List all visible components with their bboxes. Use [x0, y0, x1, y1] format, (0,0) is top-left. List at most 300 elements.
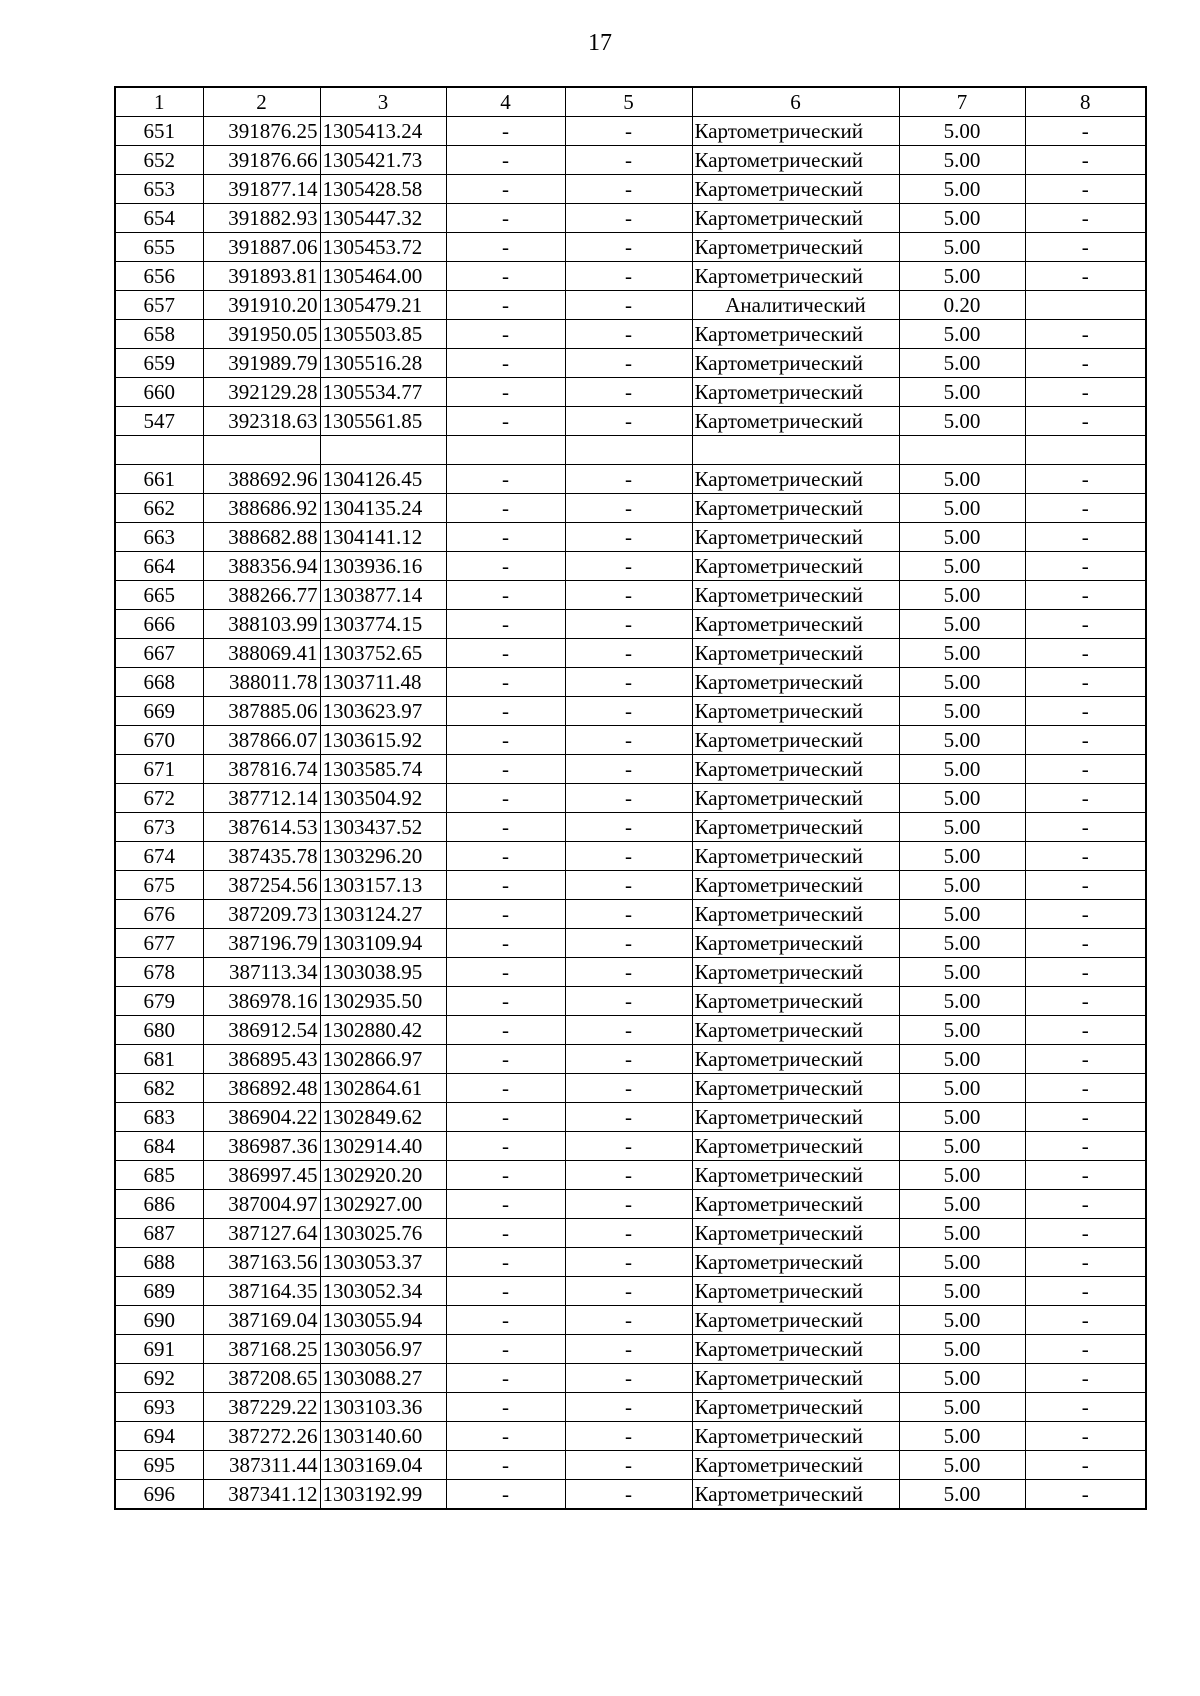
y-coordinate-cell: 1302866.97	[320, 1045, 446, 1074]
col5-cell: -	[565, 726, 692, 755]
y-coordinate-cell: 1304141.12	[320, 523, 446, 552]
col8-cell: -	[1025, 117, 1146, 146]
table-row	[115, 958, 1146, 987]
x-coordinate-cell: 388069.41	[203, 639, 320, 668]
y-coordinate-cell: 1303623.97	[320, 697, 446, 726]
col5-cell: -	[565, 1016, 692, 1045]
column-header: 3	[320, 87, 446, 117]
accuracy-cell: 5.00	[899, 1248, 1025, 1277]
y-coordinate-cell: 1305503.85	[320, 320, 446, 349]
point-number-cell: 653	[115, 175, 203, 204]
method-cell: Картометрический	[692, 233, 899, 262]
col4-cell: -	[446, 1335, 565, 1364]
col5-cell: -	[565, 320, 692, 349]
x-coordinate-cell: 387004.97	[203, 1190, 320, 1219]
table-row	[115, 697, 1146, 726]
col5-cell: -	[565, 1045, 692, 1074]
table-row	[115, 929, 1146, 958]
col4-cell: -	[446, 1016, 565, 1045]
method-cell: Картометрический	[692, 697, 899, 726]
col4-cell: -	[446, 1045, 565, 1074]
accuracy-cell: 5.00	[899, 378, 1025, 407]
col8-cell: -	[1025, 1132, 1146, 1161]
x-coordinate-cell: 388686.92	[203, 494, 320, 523]
table-row	[115, 581, 1146, 610]
col4-cell: -	[446, 1277, 565, 1306]
table-row	[115, 1393, 1146, 1422]
col8-cell: -	[1025, 900, 1146, 929]
x-coordinate-cell: 386997.45	[203, 1161, 320, 1190]
col4-cell: -	[446, 1364, 565, 1393]
col8-cell: -	[1025, 146, 1146, 175]
point-number-cell: 673	[115, 813, 203, 842]
method-cell: Картометрический	[692, 1335, 899, 1364]
x-coordinate-cell: 388356.94	[203, 552, 320, 581]
table-row	[115, 1335, 1146, 1364]
method-cell: Картометрический	[692, 900, 899, 929]
table-row	[115, 784, 1146, 813]
x-coordinate-cell: 391910.20	[203, 291, 320, 320]
col5-cell: -	[565, 523, 692, 552]
x-coordinate-cell: 391876.66	[203, 146, 320, 175]
col4-cell: -	[446, 204, 565, 233]
col5-cell: -	[565, 1248, 692, 1277]
y-coordinate-cell: 1305479.21	[320, 291, 446, 320]
x-coordinate-cell: 387229.22	[203, 1393, 320, 1422]
col5-cell: -	[565, 1277, 692, 1306]
x-coordinate-cell: 387169.04	[203, 1306, 320, 1335]
table-row	[115, 1277, 1146, 1306]
point-number-cell: 683	[115, 1103, 203, 1132]
point-number-cell: 667	[115, 639, 203, 668]
col8-cell: -	[1025, 407, 1146, 436]
x-coordinate-cell: 387127.64	[203, 1219, 320, 1248]
method-cell: Картометрический	[692, 1016, 899, 1045]
table-row	[115, 842, 1146, 871]
x-coordinate-cell: 391989.79	[203, 349, 320, 378]
x-coordinate-cell: 386912.54	[203, 1016, 320, 1045]
x-coordinate-cell: 386978.16	[203, 987, 320, 1016]
col8-cell: -	[1025, 262, 1146, 291]
method-cell: Картометрический	[692, 639, 899, 668]
col8-cell: -	[1025, 668, 1146, 697]
y-coordinate-cell: 1303615.92	[320, 726, 446, 755]
y-coordinate-cell: 1303504.92	[320, 784, 446, 813]
x-coordinate-cell: 391887.06	[203, 233, 320, 262]
y-coordinate-cell: 1302864.61	[320, 1074, 446, 1103]
point-number-cell: 687	[115, 1219, 203, 1248]
col5-cell: -	[565, 958, 692, 987]
accuracy-cell: 5.00	[899, 552, 1025, 581]
col5-cell: -	[565, 871, 692, 900]
col8-cell: -	[1025, 1016, 1146, 1045]
col8-cell: -	[1025, 523, 1146, 552]
col5-cell: -	[565, 494, 692, 523]
col8-cell: -	[1025, 175, 1146, 204]
col5-cell: -	[565, 1074, 692, 1103]
col8-cell: -	[1025, 1451, 1146, 1480]
method-cell: Картометрический	[692, 1219, 899, 1248]
col8-cell: -	[1025, 813, 1146, 842]
point-number-cell: 547	[115, 407, 203, 436]
accuracy-cell: 0.20	[899, 291, 1025, 320]
col8-cell: -	[1025, 1335, 1146, 1364]
x-coordinate-cell: 387435.78	[203, 842, 320, 871]
point-number-cell	[115, 436, 203, 465]
point-number-cell: 655	[115, 233, 203, 262]
y-coordinate-cell: 1302935.50	[320, 987, 446, 1016]
col5-cell: -	[565, 204, 692, 233]
accuracy-cell: 5.00	[899, 1103, 1025, 1132]
x-coordinate-cell: 386895.43	[203, 1045, 320, 1074]
y-coordinate-cell: 1303711.48	[320, 668, 446, 697]
accuracy-cell: 5.00	[899, 1161, 1025, 1190]
method-cell: Картометрический	[692, 1364, 899, 1393]
page-number: 17	[588, 30, 612, 56]
accuracy-cell: 5.00	[899, 1480, 1025, 1510]
point-number-cell: 658	[115, 320, 203, 349]
col4-cell: -	[446, 755, 565, 784]
col8-cell: -	[1025, 349, 1146, 378]
method-cell: Картометрический	[692, 175, 899, 204]
col5-cell: -	[565, 929, 692, 958]
table-row	[115, 726, 1146, 755]
col4-cell: -	[446, 987, 565, 1016]
x-coordinate-cell: 387164.35	[203, 1277, 320, 1306]
col8-cell: -	[1025, 1306, 1146, 1335]
col8-cell: -	[1025, 1045, 1146, 1074]
y-coordinate-cell: 1303052.34	[320, 1277, 446, 1306]
y-coordinate-cell: 1305561.85	[320, 407, 446, 436]
x-coordinate-cell: 386904.22	[203, 1103, 320, 1132]
col5-cell: -	[565, 1103, 692, 1132]
x-coordinate-cell: 388011.78	[203, 668, 320, 697]
y-coordinate-cell: 1305447.32	[320, 204, 446, 233]
col4-cell: -	[446, 784, 565, 813]
y-coordinate-cell: 1303140.60	[320, 1422, 446, 1451]
col5-cell: -	[565, 465, 692, 494]
y-coordinate-cell: 1303055.94	[320, 1306, 446, 1335]
table-body	[115, 117, 1146, 1510]
point-number-cell: 681	[115, 1045, 203, 1074]
col8-cell: -	[1025, 1103, 1146, 1132]
method-cell: Картометрический	[692, 958, 899, 987]
method-cell: Картометрический	[692, 262, 899, 291]
col5-cell: -	[565, 291, 692, 320]
table-row	[115, 1451, 1146, 1480]
accuracy-cell: 5.00	[899, 755, 1025, 784]
x-coordinate-cell: 388103.99	[203, 610, 320, 639]
accuracy-cell: 5.00	[899, 581, 1025, 610]
method-cell: Картометрический	[692, 610, 899, 639]
col8-cell: -	[1025, 1161, 1146, 1190]
col4-cell: -	[446, 697, 565, 726]
col5-cell: -	[565, 581, 692, 610]
col4-cell: -	[446, 1190, 565, 1219]
method-cell: Картометрический	[692, 1132, 899, 1161]
col8-cell	[1025, 291, 1146, 320]
col5-cell: -	[565, 233, 692, 262]
method-cell: Картометрический	[692, 378, 899, 407]
accuracy-cell: 5.00	[899, 1132, 1025, 1161]
y-coordinate-cell: 1305516.28	[320, 349, 446, 378]
col8-cell: -	[1025, 320, 1146, 349]
method-cell: Картометрический	[692, 1277, 899, 1306]
col5-cell: -	[565, 1132, 692, 1161]
col4-cell: -	[446, 1451, 565, 1480]
col5-cell: -	[565, 784, 692, 813]
method-cell: Картометрический	[692, 349, 899, 378]
method-cell: Картометрический	[692, 494, 899, 523]
accuracy-cell: 5.00	[899, 871, 1025, 900]
y-coordinate-cell: 1303774.15	[320, 610, 446, 639]
method-cell: Картометрический	[692, 726, 899, 755]
col8-cell: -	[1025, 378, 1146, 407]
table-row	[115, 552, 1146, 581]
col8-cell: -	[1025, 494, 1146, 523]
x-coordinate-cell: 387168.25	[203, 1335, 320, 1364]
method-cell: Картометрический	[692, 784, 899, 813]
accuracy-cell: 5.00	[899, 146, 1025, 175]
col4-cell: -	[446, 1422, 565, 1451]
col8-cell	[1025, 436, 1146, 465]
col4-cell: -	[446, 871, 565, 900]
y-coordinate-cell: 1302920.20	[320, 1161, 446, 1190]
x-coordinate-cell: 387208.65	[203, 1364, 320, 1393]
point-number-cell: 666	[115, 610, 203, 639]
x-coordinate-cell: 387272.26	[203, 1422, 320, 1451]
x-coordinate-cell: 391877.14	[203, 175, 320, 204]
col4-cell: -	[446, 465, 565, 494]
y-coordinate-cell: 1302914.40	[320, 1132, 446, 1161]
point-number-cell: 691	[115, 1335, 203, 1364]
accuracy-cell: 5.00	[899, 349, 1025, 378]
method-cell: Картометрический	[692, 1451, 899, 1480]
col8-cell: -	[1025, 1393, 1146, 1422]
x-coordinate-cell: 387163.56	[203, 1248, 320, 1277]
x-coordinate-cell: 388692.96	[203, 465, 320, 494]
x-coordinate-cell	[203, 436, 320, 465]
x-coordinate-cell: 387113.34	[203, 958, 320, 987]
point-number-cell: 680	[115, 1016, 203, 1045]
col8-cell: -	[1025, 958, 1146, 987]
accuracy-cell	[899, 436, 1025, 465]
accuracy-cell: 5.00	[899, 842, 1025, 871]
col5-cell	[565, 436, 692, 465]
table-row	[115, 1016, 1146, 1045]
method-cell: Картометрический	[692, 523, 899, 552]
col4-cell: -	[446, 1393, 565, 1422]
point-number-cell: 654	[115, 204, 203, 233]
coordinates-table	[114, 86, 1147, 1510]
method-cell: Картометрический	[692, 1422, 899, 1451]
y-coordinate-cell: 1303585.74	[320, 755, 446, 784]
col5-cell: -	[565, 1422, 692, 1451]
method-cell: Картометрический	[692, 1393, 899, 1422]
column-header: 6	[692, 87, 899, 117]
table-row	[115, 378, 1146, 407]
x-coordinate-cell: 388266.77	[203, 581, 320, 610]
col4-cell: -	[446, 1219, 565, 1248]
col4-cell: -	[446, 552, 565, 581]
y-coordinate-cell: 1302880.42	[320, 1016, 446, 1045]
col8-cell: -	[1025, 987, 1146, 1016]
x-coordinate-cell: 387311.44	[203, 1451, 320, 1480]
accuracy-cell: 5.00	[899, 1335, 1025, 1364]
y-coordinate-cell: 1303936.16	[320, 552, 446, 581]
method-cell: Картометрический	[692, 581, 899, 610]
x-coordinate-cell: 387209.73	[203, 900, 320, 929]
table-row	[115, 1074, 1146, 1103]
accuracy-cell: 5.00	[899, 1393, 1025, 1422]
col5-cell: -	[565, 668, 692, 697]
point-number-cell: 656	[115, 262, 203, 291]
col8-cell: -	[1025, 842, 1146, 871]
method-cell: Картометрический	[692, 552, 899, 581]
col4-cell: -	[446, 117, 565, 146]
point-number-cell: 664	[115, 552, 203, 581]
y-coordinate-cell: 1303124.27	[320, 900, 446, 929]
table-row	[115, 1190, 1146, 1219]
accuracy-cell: 5.00	[899, 610, 1025, 639]
method-cell: Картометрический	[692, 1190, 899, 1219]
col4-cell: -	[446, 1132, 565, 1161]
col4-cell: -	[446, 929, 565, 958]
x-coordinate-cell: 391893.81	[203, 262, 320, 291]
col8-cell: -	[1025, 726, 1146, 755]
y-coordinate-cell: 1303025.76	[320, 1219, 446, 1248]
col4-cell: -	[446, 1248, 565, 1277]
table-row	[115, 668, 1146, 697]
x-coordinate-cell: 387254.56	[203, 871, 320, 900]
y-coordinate-cell: 1303192.99	[320, 1480, 446, 1510]
col4-cell: -	[446, 262, 565, 291]
method-cell: Картометрический	[692, 204, 899, 233]
method-cell: Картометрический	[692, 465, 899, 494]
col5-cell: -	[565, 117, 692, 146]
method-cell: Картометрический	[692, 755, 899, 784]
y-coordinate-cell: 1303053.37	[320, 1248, 446, 1277]
method-cell	[692, 436, 899, 465]
accuracy-cell: 5.00	[899, 465, 1025, 494]
table-row	[115, 117, 1146, 146]
table-row	[115, 639, 1146, 668]
table-row	[115, 1306, 1146, 1335]
table-row	[115, 407, 1146, 436]
accuracy-cell: 5.00	[899, 639, 1025, 668]
col4-cell: -	[446, 407, 565, 436]
col8-cell: -	[1025, 1248, 1146, 1277]
col5-cell: -	[565, 813, 692, 842]
point-number-cell: 684	[115, 1132, 203, 1161]
col4-cell: -	[446, 146, 565, 175]
col8-cell: -	[1025, 639, 1146, 668]
accuracy-cell: 5.00	[899, 987, 1025, 1016]
column-header: 5	[565, 87, 692, 117]
accuracy-cell: 5.00	[899, 813, 1025, 842]
col8-cell: -	[1025, 1074, 1146, 1103]
accuracy-cell: 5.00	[899, 1306, 1025, 1335]
accuracy-cell: 5.00	[899, 320, 1025, 349]
accuracy-cell: 5.00	[899, 1422, 1025, 1451]
col8-cell: -	[1025, 697, 1146, 726]
method-cell: Картометрический	[692, 929, 899, 958]
x-coordinate-cell: 387885.06	[203, 697, 320, 726]
point-number-cell: 696	[115, 1480, 203, 1510]
col8-cell: -	[1025, 1190, 1146, 1219]
y-coordinate-cell: 1305464.00	[320, 262, 446, 291]
point-number-cell: 672	[115, 784, 203, 813]
point-number-cell: 671	[115, 755, 203, 784]
col4-cell: -	[446, 1480, 565, 1510]
col8-cell: -	[1025, 1277, 1146, 1306]
y-coordinate-cell: 1304135.24	[320, 494, 446, 523]
col5-cell: -	[565, 349, 692, 378]
col5-cell: -	[565, 146, 692, 175]
point-number-cell: 668	[115, 668, 203, 697]
method-cell: Картометрический	[692, 320, 899, 349]
method-cell: Картометрический	[692, 1103, 899, 1132]
point-number-cell: 663	[115, 523, 203, 552]
table-row	[115, 1422, 1146, 1451]
col4-cell: -	[446, 1161, 565, 1190]
table-row	[115, 233, 1146, 262]
accuracy-cell: 5.00	[899, 1277, 1025, 1306]
point-number-cell: 657	[115, 291, 203, 320]
table-row	[115, 813, 1146, 842]
col5-cell: -	[565, 987, 692, 1016]
y-coordinate-cell: 1303157.13	[320, 871, 446, 900]
accuracy-cell: 5.00	[899, 262, 1025, 291]
method-cell: Картометрический	[692, 1248, 899, 1277]
column-header: 7	[899, 87, 1025, 117]
method-cell: Картометрический	[692, 407, 899, 436]
method-cell: Картометрический	[692, 1045, 899, 1074]
point-number-cell: 694	[115, 1422, 203, 1451]
y-coordinate-cell: 1303109.94	[320, 929, 446, 958]
accuracy-cell: 5.00	[899, 1190, 1025, 1219]
method-cell: Картометрический	[692, 668, 899, 697]
y-coordinate-cell: 1304126.45	[320, 465, 446, 494]
col4-cell: -	[446, 349, 565, 378]
table-row	[115, 1480, 1146, 1510]
col8-cell: -	[1025, 610, 1146, 639]
col5-cell: -	[565, 1306, 692, 1335]
point-number-cell: 679	[115, 987, 203, 1016]
table-row	[115, 1219, 1146, 1248]
y-coordinate-cell: 1303088.27	[320, 1364, 446, 1393]
col8-cell: -	[1025, 1422, 1146, 1451]
table-row	[115, 987, 1146, 1016]
table-row	[115, 610, 1146, 639]
col8-cell: -	[1025, 204, 1146, 233]
x-coordinate-cell: 391882.93	[203, 204, 320, 233]
col5-cell: -	[565, 552, 692, 581]
column-header: 2	[203, 87, 320, 117]
col5-cell: -	[565, 1219, 692, 1248]
col4-cell: -	[446, 175, 565, 204]
col5-cell: -	[565, 639, 692, 668]
col4-cell: -	[446, 726, 565, 755]
y-coordinate-cell: 1303752.65	[320, 639, 446, 668]
accuracy-cell: 5.00	[899, 494, 1025, 523]
table-row	[115, 204, 1146, 233]
col4-cell: -	[446, 233, 565, 262]
col4-cell: -	[446, 378, 565, 407]
accuracy-cell: 5.00	[899, 523, 1025, 552]
accuracy-cell: 5.00	[899, 233, 1025, 262]
col5-cell: -	[565, 1451, 692, 1480]
